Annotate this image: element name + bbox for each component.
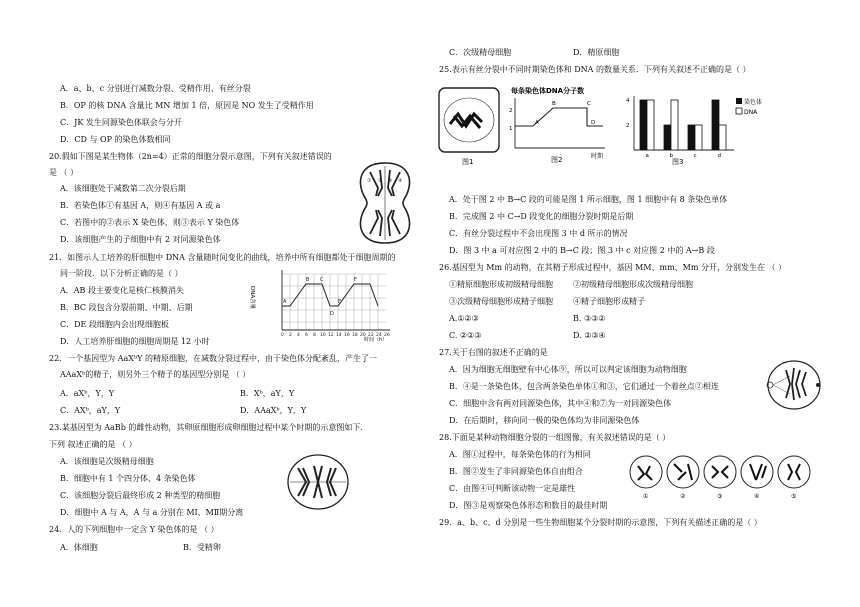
q28-cells-figure	[626, 452, 816, 502]
q27-option-a: A．因为细胞无细胞壁有中心体⑨，所以可以判定该细胞为动物细胞	[449, 365, 687, 374]
prev-option-b: B．OP 的核 DNA 含量比 MN 增加 1 倍，原因是 NO 发生了受精作用	[60, 101, 314, 110]
q21-point-label: C	[320, 277, 324, 283]
q26-stem: 26.基因型为 Mm 的动物，在其精子形成过程中，基因 MM、mm、Mm 分开，分别发生在 （ ）	[439, 263, 787, 272]
q28-cell-label: ③	[717, 493, 723, 500]
q26-option-a: A.①②③	[449, 314, 479, 323]
svg-text:①: ①	[367, 178, 372, 184]
fig3-category-label: b	[669, 153, 673, 159]
fig3-category-label: d	[717, 153, 721, 159]
q21-point-label: D	[330, 311, 334, 317]
q26-option-c: C. ②②③	[449, 331, 482, 340]
q22-option-c: C．AXᵇ，aY，Y	[60, 406, 121, 415]
q21-xtick: 8	[313, 333, 316, 338]
q21-xtick: 26	[384, 333, 390, 338]
svg-text:B: B	[552, 101, 556, 107]
q21-xtick: 14	[336, 333, 342, 338]
q21-xtick: 20	[360, 333, 366, 338]
q21-xtick: 0	[281, 333, 284, 338]
q21-xtick: 24	[376, 333, 382, 338]
fig3-y-tick: 4	[626, 98, 630, 104]
q20-option-a: A．该细胞处于减数第二次分裂后期	[60, 184, 186, 193]
q25-option-b: B．完成图 2 中 C→D 段变化的细胞分裂时期是后期	[449, 212, 634, 221]
q21-option-a: A．AB 段主要变化是核仁核膜消失	[60, 286, 184, 295]
svg-text:③: ③	[388, 178, 393, 184]
svg-text:②: ②	[378, 178, 383, 184]
q28-cell-label: ⑤	[791, 493, 797, 500]
q25-fig1-cell	[436, 84, 502, 168]
q28-stem: 28.下面是某种动物细胞分裂的一组图像，有关叙述错误的是（ ）	[439, 433, 671, 442]
q20-option-c: C．若图中的②表示 X 染色体，则③表示 Y 染色体	[60, 218, 240, 227]
q23-option-b: B．细胞中有 1 个四分体、4 条染色体	[60, 474, 196, 483]
fig3-bar-chromosome	[664, 125, 671, 150]
q26-option-b: B. ③③②	[573, 314, 606, 323]
q20-stem: 20.假如下图是某生物体（2n=4）正常的细胞分裂示意图，下列有关叙述错误的	[49, 152, 332, 161]
q27-stem: 27.关于右图的叙述不正确的是	[439, 348, 548, 357]
q21-xtick: 16	[344, 333, 350, 338]
q25-fig3-caption: 图3	[672, 158, 684, 166]
q26-item-4: ④精子细胞形成精子	[573, 297, 645, 306]
q24-option-d: D．精原细胞	[573, 48, 620, 57]
svg-text:④: ④	[398, 178, 403, 184]
q25-fig2-graph	[507, 84, 619, 168]
q20-option-b: B．若染色体①有基因 A，则④有基因 A 或 a	[60, 201, 221, 210]
fig3-y-tick: 2	[626, 123, 630, 129]
q26-item-3: ③次级精母细胞形成精子细胞	[449, 297, 553, 306]
q24-option-a: A．体细胞	[60, 543, 98, 552]
legend-label-dna: DNA	[744, 109, 758, 116]
q28-option-c: C．由图④可判断该动物一定是雄性	[449, 484, 576, 493]
q26-item-2: ②初级精母细胞形成次级精母细胞	[573, 280, 693, 289]
q28-option-a: A．图①过程中，每条染色体的行为相同	[449, 450, 591, 459]
q27-option-c: C．细胞中含有两对同源染色体，其中④和⑦为一对同源染色体	[449, 399, 672, 408]
q25-option-a: A．处于图 2 中 B→C 段的可能是图 1 所示细胞，图 1 细胞中有 8 条染色单体	[449, 195, 728, 204]
q21-point-label: F	[354, 277, 357, 283]
q25-fig1-caption: 图1	[462, 158, 474, 166]
q26-option-d: D. ②③④	[573, 331, 606, 340]
fig3-bar-dna	[671, 100, 678, 150]
q21-xtick: 6	[305, 333, 308, 338]
q28-cell-label: ④	[754, 493, 760, 500]
q21-ylabel: DNA含量	[249, 286, 255, 310]
q27-option-b: B．④是一条染色体，包含两条染色单体①和③，它们通过一个着丝点②相连	[449, 382, 719, 391]
legend-label-chromosome: 染色体	[744, 99, 763, 106]
fig3-bar-chromosome	[712, 100, 719, 150]
fig3-bar-dna	[695, 125, 702, 150]
q21-stem: 21．如图示人工培养的肝细胞中 DNA 含量随时间变化的曲线，培养中所有细胞都处于细胞周期的	[49, 253, 396, 262]
fig3-category-label: a	[645, 153, 649, 159]
q28-option-b: B．图②发生了非同源染色体自由组合	[449, 467, 583, 476]
q25-fig3-bar-chart	[622, 84, 763, 168]
q22-option-d: D．AAaXᵇ，Y，Y	[240, 406, 307, 415]
fig3-bar-dna	[647, 100, 654, 150]
q23-cell-figure	[286, 452, 350, 512]
q23-stem-cont: 下列 叙述正确的是 （ ）	[49, 440, 137, 449]
q21-point-label: B	[306, 277, 310, 283]
fig3-category-label: c	[693, 153, 697, 159]
legend-swatch-chromosome	[736, 98, 742, 104]
q25-fig2-caption: 图2	[551, 156, 563, 164]
q22-stem: 22．一个基因型为 AaXᵇY 的精原细胞，在减数分裂过程中，由于染色体分配紊乱，产生了一	[49, 354, 377, 363]
q22-stem-cont: AAaXᵇ的精子，则另外三个精子的基因型分别是 （ ）	[60, 370, 251, 379]
svg-text:D: D	[591, 120, 596, 126]
q21-option-d: D．人工培养肝细胞的细胞周期是 12 小时	[60, 337, 210, 346]
svg-text:C: C	[587, 101, 591, 107]
svg-text:1: 1	[509, 126, 513, 132]
q20-option-d: D．该细胞产生的子细胞中有 2 对同源染色体	[60, 235, 221, 244]
legend-swatch-dna	[736, 108, 742, 114]
q23-option-d: D．细胞中 A 与 A，A 与 a 分别在 MⅠ、MⅡ期分离	[60, 508, 244, 517]
q21-xtick: 10	[320, 333, 326, 338]
q25-fig2-title: 每条染色体DNA分子数	[511, 87, 585, 95]
q21-point-label: A	[283, 299, 287, 305]
q24-stem: 24．人的下列细胞中一定含 Y 染色体的是 （ ）	[49, 525, 219, 534]
q27-cell-figure	[760, 356, 824, 414]
q23-stem: 23.某基因型为 AaBb 的雌性动物，其卵原细胞形成卵细胞过程中某个时期的示意图如下.	[49, 423, 363, 432]
q21-xtick: 12	[328, 333, 334, 338]
fig3-bar-chromosome	[640, 100, 647, 150]
q24-option-c: C．次级精母细胞	[449, 48, 512, 57]
q25-option-d: D．图 3 中 a 可对应图 2 中的 B→C 段；图 3 中 c 对应图 2 中的 A→B 段	[449, 246, 715, 255]
fig3-bar-chromosome	[688, 125, 695, 150]
q23-option-a: A．该细胞是次级精母细胞	[60, 457, 154, 466]
q21-xtick: 2	[289, 333, 292, 338]
q24-option-b: B．受精卵	[183, 543, 221, 552]
q28-option-d: D．图③是观察染色体形态和数目的最佳时期	[449, 501, 608, 510]
q22-option-b: B．Xᵇ，aY，Y	[240, 389, 295, 398]
q20-stem-cont: 是 （ ）	[49, 168, 79, 177]
q23-option-c: C．该细胞分裂后最终形成 2 种类型的精细胞	[60, 491, 221, 500]
prev-option-d: D．CD 与 OP 的染色体数相同	[60, 135, 171, 144]
q21-point-label: E	[338, 299, 342, 305]
q21-xtick: 22	[368, 333, 374, 338]
q28-cell-label: ①	[643, 493, 649, 500]
q25-stem: 25.表示有丝分裂中不同时期染色体和 DNA 的数量关系．下列有关叙述不正确的是（ ）	[439, 65, 751, 74]
q21-dna-curve-figure	[249, 266, 400, 343]
q21-option-b: B．BC 段包含分裂前期、中期、后期	[60, 303, 193, 312]
prev-option-c: C．JK 发生同源染色体联会与分开	[60, 118, 182, 127]
q22-option-a: A．aXᵇ，Y，Y	[60, 389, 115, 398]
q25-fig2-time-label: 时期	[591, 153, 604, 160]
q20-cell-figure	[354, 160, 416, 246]
fig3-bar-dna	[719, 125, 726, 150]
q21-option-c: C．DE 段细胞内会出现细胞板	[60, 320, 169, 329]
q28-cell-label: ②	[680, 493, 686, 500]
svg-text:A: A	[535, 120, 539, 126]
svg-text:2: 2	[509, 108, 513, 114]
q29-stem: 29．a、b、c、d 分别是一些生物细胞某个分裂时期的示意图，下列有关描述正确的是（ ）	[439, 518, 762, 527]
q21-xlabel: 时间（h）	[364, 337, 388, 343]
q21-stem-cont: 同一阶段．以下分析正确的是（ ）	[60, 269, 183, 278]
q21-xtick: 4	[297, 333, 300, 338]
q21-xtick: 18	[352, 333, 358, 338]
q25-option-c: C．有丝分裂过程中不会出现图 3 中 d 所示的情况	[449, 229, 628, 238]
prev-option-a: A．a、b、c 分别进行减数分裂、受精作用、有丝分裂	[60, 84, 251, 93]
q26-item-1: ①精原细胞形成初级精母细胞	[449, 280, 553, 289]
q27-option-d: D．在后期时，移向同一极的染色体均为非同源染色体	[449, 416, 640, 425]
